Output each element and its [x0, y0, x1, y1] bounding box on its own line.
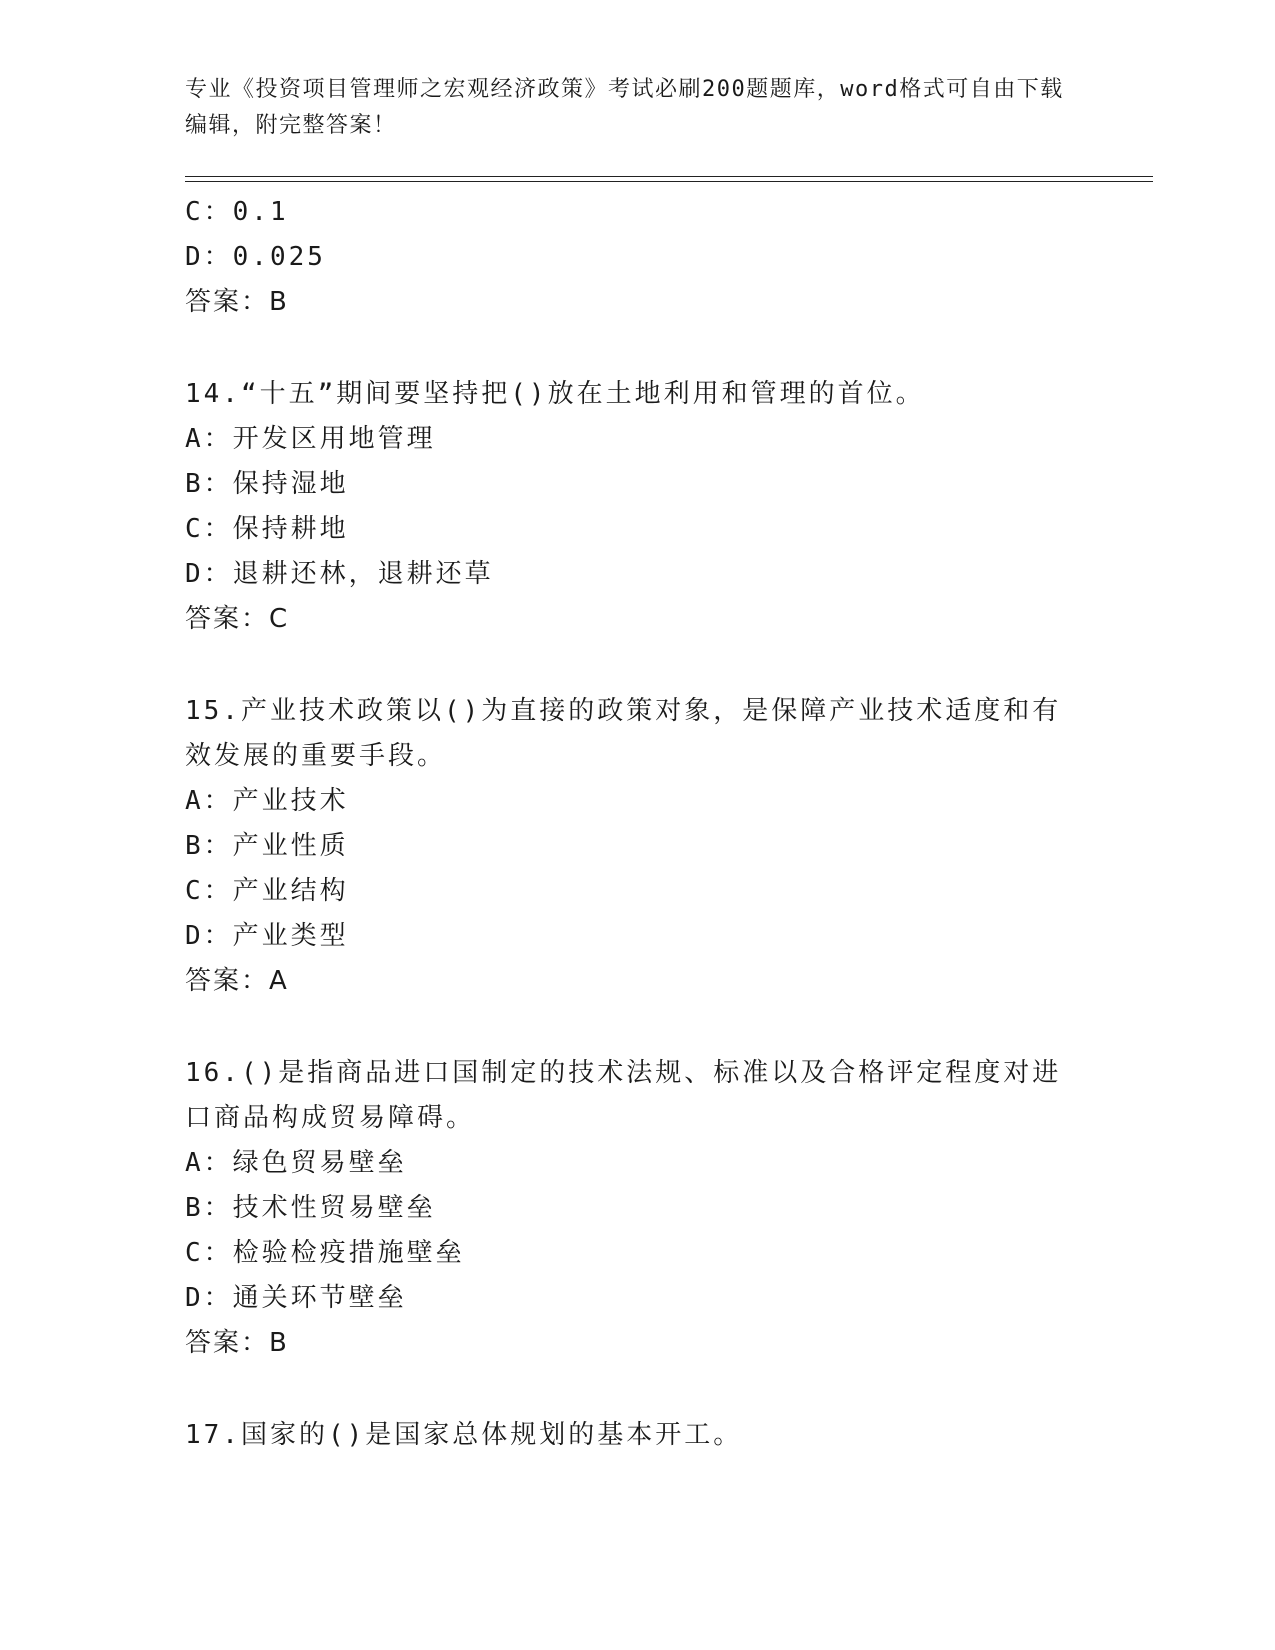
question-15	[185, 689, 1085, 1004]
option-d: D：0.025	[185, 242, 326, 272]
question-list	[185, 190, 1085, 1458]
question-13-continued	[185, 190, 1085, 325]
option-c: C：检验检疫措施壁垒	[185, 1238, 465, 1268]
document-header: 专业《投资项目管理师之宏观经济政策》考试必刷200题题库，word格式可自由下载编辑，附完整答案！	[185, 77, 1064, 138]
question-stem: 17.国家的()是国家总体规划的基本开工。	[185, 1420, 743, 1450]
header-divider-top	[185, 176, 1153, 177]
option-b: B：保持湿地	[185, 469, 349, 499]
option-c: C：保持耕地	[185, 514, 349, 544]
answer-label: 答案：B	[185, 287, 289, 317]
question-stem: 14.“十五”期间要坚持把()放在土地利用和管理的首位。	[185, 379, 925, 409]
header-divider-bottom	[185, 181, 1153, 182]
option-a: A：产业技术	[185, 786, 349, 816]
answer-label: 答案：A	[185, 966, 289, 996]
answer-label: 答案：C	[185, 604, 290, 634]
option-b: B：产业性质	[185, 831, 349, 861]
option-c: C：0.1	[185, 197, 289, 227]
option-d: D：退耕还林，退耕还草	[185, 559, 494, 589]
option-b: B：技术性贸易壁垒	[185, 1193, 436, 1223]
question-stem: 16.()是指商品进口国制定的技术法规、标准以及合格评定程度对进口商品构成贸易障碍。	[185, 1058, 1062, 1133]
question-16	[185, 1051, 1085, 1366]
option-c: C：产业结构	[185, 876, 349, 906]
option-d: D：产业类型	[185, 921, 349, 951]
option-a: A：绿色贸易壁垒	[185, 1148, 407, 1178]
answer-label: 答案：B	[185, 1328, 289, 1358]
option-a: A：开发区用地管理	[185, 424, 436, 454]
question-14	[185, 372, 1085, 642]
question-17	[185, 1413, 1085, 1458]
question-stem: 15.产业技术政策以()为直接的政策对象，是保障产业技术适度和有效发展的重要手段。	[185, 696, 1062, 771]
option-d: D：通关环节壁垒	[185, 1283, 407, 1313]
